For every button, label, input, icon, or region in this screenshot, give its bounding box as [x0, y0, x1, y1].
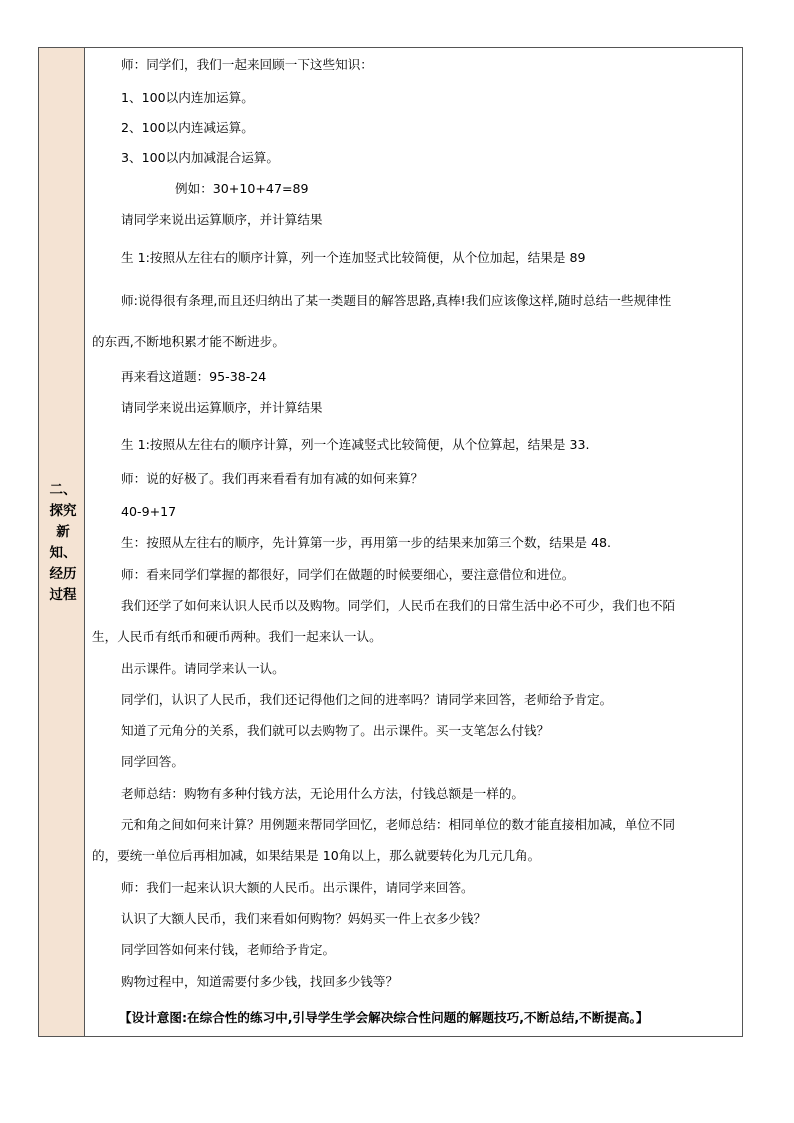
paragraph: 40-9+17 — [121, 504, 177, 519]
paragraph: 我们还学了如何来认识人民币以及购物。同学们，人民币在我们的日常生活中必不可少，我们也不陌 — [121, 598, 676, 613]
paragraph: 老师总结：购物有多种付钱方法，无论用什么方法，付钱总额是一样的。 — [121, 786, 524, 801]
paragraph: 的，要统一单位后再相加减，如果结果是 10角以上，那么就要转化为几元几角。 — [92, 848, 541, 863]
paragraph: 元和角之间如何来计算？用例题来帮同学回忆，老师总结：相同单位的数才能直接相加减，单位不同 — [121, 817, 676, 832]
content-cell — [85, 48, 742, 1036]
paragraph: 例如：30+10+47=89 — [175, 181, 309, 196]
section-label-line: 二、 — [49, 482, 77, 498]
paragraph: 师:说得很有条理,而且还归纳出了某一类题目的解答思路,真棒!我们应该像这样,随时总结一些规律性 — [121, 293, 672, 308]
paragraph: 生 1:按照从左往右的顺序计算，列一个连减竖式比较简便，从个位算起，结果是 33. — [121, 437, 590, 452]
paragraph: 生，人民币有纸币和硬币两种。我们一起来认一认。 — [92, 629, 382, 644]
lesson-table — [38, 47, 743, 1037]
paragraph: 请同学来说出运算顺序，并计算结果 — [121, 212, 323, 227]
section-cell — [39, 48, 85, 1036]
paragraph: 1、100以内连加运算。 — [121, 90, 254, 105]
paragraph: 请同学来说出运算顺序，并计算结果 — [121, 400, 323, 415]
design-intent: 【设计意图:在综合性的练习中,引导学生学会解决综合性问题的解题技巧,不断总结,不断提高。】 — [119, 1010, 649, 1025]
paragraph: 生 1:按照从左往右的顺序计算，列一个连加竖式比较简便，从个位加起，结果是 89 — [121, 250, 586, 265]
section-label — [43, 480, 83, 606]
paragraph: 同学回答如何来付钱，老师给予肯定。 — [121, 942, 336, 957]
section-label-line: 知、 — [49, 545, 77, 561]
section-label-line: 新 — [56, 524, 70, 540]
paragraph: 师：看来同学们掌握的都很好，同学们在做题的时候要细心，要注意借位和进位。 — [121, 567, 575, 582]
paragraph: 再来看这道题：95-38-24 — [121, 369, 267, 384]
paragraph: 生：按照从左往右的顺序，先计算第一步，再用第一步的结果来加第三个数，结果是 48. — [121, 535, 612, 550]
paragraph: 师：说的好极了。我们再来看看有加有减的如何来算？ — [121, 471, 424, 486]
paragraph: 认识了大额人民币，我们来看如何购物？妈妈买一件上衣多少钱？ — [121, 911, 487, 926]
paragraph: 购物过程中，知道需要付多少钱，找回多少钱等？ — [121, 974, 399, 989]
section-label-line: 探究 — [49, 503, 77, 519]
paragraph: 出示课件。请同学来认一认。 — [121, 661, 285, 676]
paragraph: 知道了元角分的关系，我们就可以去购物了。出示课件。买一支笔怎么付钱？ — [121, 723, 550, 738]
section-label-line: 过程 — [49, 587, 77, 603]
paragraph: 2、100以内连减运算。 — [121, 120, 254, 135]
section-label-line: 经历 — [49, 566, 77, 582]
paragraph: 的东西,不断地积累才能不断进步。 — [92, 334, 285, 349]
paragraph: 师：同学们，我们一起来回顾一下这些知识： — [121, 57, 373, 72]
paragraph: 师：我们一起来认识大额的人民币。出示课件，请同学来回答。 — [121, 880, 474, 895]
paragraph: 同学回答。 — [121, 754, 184, 769]
paragraph: 同学们，认识了人民币，我们还记得他们之间的进率吗？请同学来回答，老师给予肯定。 — [121, 692, 613, 707]
paragraph: 3、100以内加减混合运算。 — [121, 150, 279, 165]
